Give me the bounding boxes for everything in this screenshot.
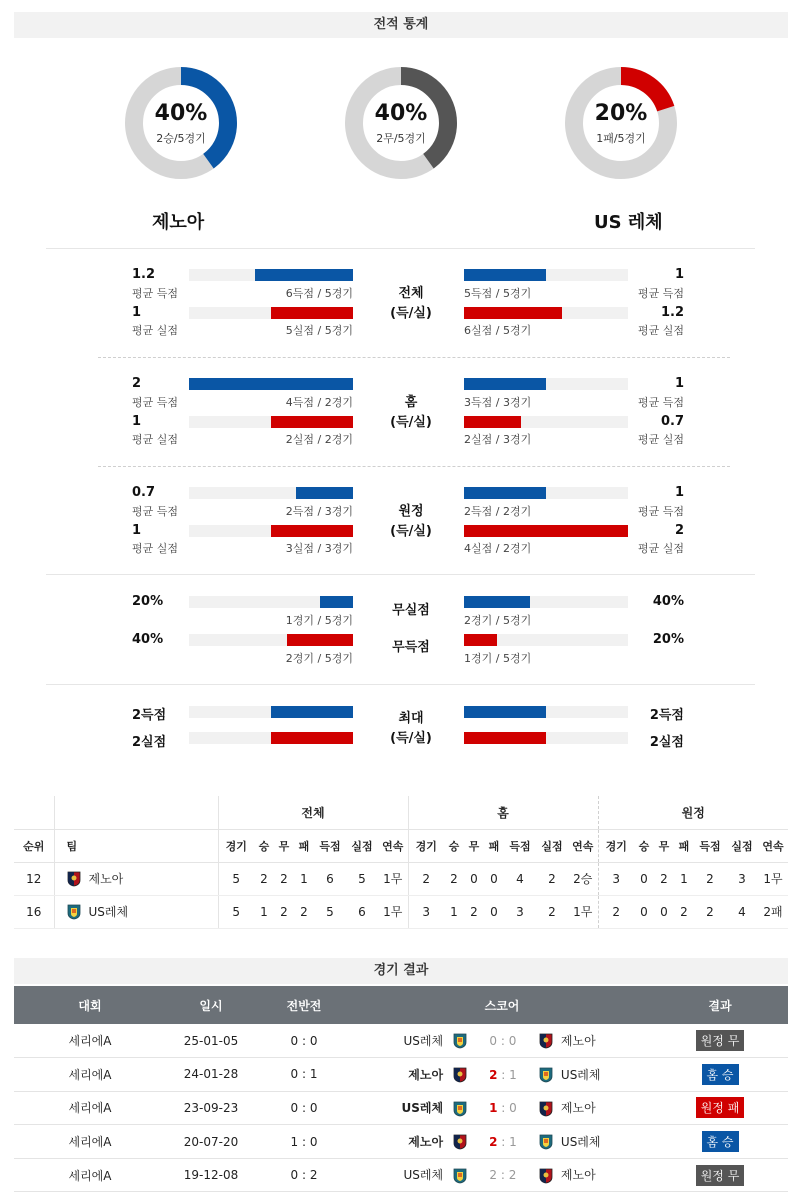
right-value: 0.7 — [660, 414, 684, 429]
score-cell — [352, 1158, 652, 1192]
clean-sheet-label: 무실점 — [392, 603, 430, 618]
stat-cell: 0 — [484, 895, 504, 928]
stat-cell: 1 — [294, 862, 314, 895]
right-bar-track — [464, 596, 628, 608]
section-label-line: (득/실) — [390, 306, 432, 321]
left-bar — [255, 269, 353, 281]
col-header: 득점 — [504, 829, 536, 862]
away-score: 1 — [509, 1067, 517, 1082]
left-caption: 3실점 / 3경기 — [285, 542, 353, 555]
home-team[interactable]: US레체 — [401, 1101, 444, 1116]
left-bar-track — [189, 307, 353, 319]
group-home: 홈 — [408, 796, 598, 829]
stat-cell: 3 — [726, 862, 758, 895]
left-bar-track — [189, 269, 353, 281]
section-label-line: (득/실) — [390, 524, 432, 539]
left-label: 평균 실점 — [132, 324, 179, 337]
half-score: 0 : 1 — [256, 1058, 352, 1092]
left-value: 2실점 — [132, 735, 167, 750]
draw-rate-donut — [345, 67, 457, 179]
right-bar-track — [464, 732, 628, 744]
right-bar — [464, 378, 546, 390]
col-half: 전반전 — [256, 986, 352, 1024]
col-header: 패 — [484, 829, 504, 862]
stat-cell: 2 — [294, 895, 314, 928]
left-bar-track — [189, 634, 353, 646]
right-caption: 2경기 / 5경기 — [464, 614, 532, 627]
left-value: 1 — [132, 305, 142, 320]
left-bar — [271, 732, 353, 744]
left-value: 2 — [132, 376, 142, 391]
stat-cell: 2 — [408, 862, 444, 895]
results-title: 경기 결과 — [14, 958, 788, 984]
left-label: 평균 득점 — [132, 505, 179, 518]
divider — [46, 574, 755, 575]
right-caption: 6실점 / 5경기 — [464, 324, 532, 337]
result-badge: 원정 무 — [696, 1165, 745, 1186]
stat-cell: 5 — [346, 862, 378, 895]
col-header: 패 — [674, 829, 694, 862]
left-bar — [271, 416, 353, 428]
col-header: 승 — [254, 829, 274, 862]
col-header: 경기 — [598, 829, 634, 862]
draw-pct: 40% — [374, 101, 428, 126]
right-value: 2득점 — [649, 708, 684, 723]
right-bar-track — [464, 378, 628, 390]
left-bar — [189, 378, 353, 390]
away-score: 2 — [508, 1168, 517, 1183]
result-cell — [652, 1125, 788, 1159]
right-bar — [464, 416, 521, 428]
right-bar — [464, 634, 497, 646]
stat-cell: 5 — [314, 895, 346, 928]
match-date: 19-12-08 — [166, 1158, 256, 1192]
stat-cell: 0 — [464, 862, 484, 895]
right-bar — [464, 525, 628, 537]
team-crest-icon — [67, 871, 81, 887]
group-away: 원정 — [598, 796, 788, 829]
left-caption: 2경기 / 5경기 — [285, 652, 353, 665]
right-bar — [464, 307, 562, 319]
result-row[interactable] — [14, 1125, 788, 1159]
right-bar — [464, 732, 546, 744]
right-caption: 1경기 / 5경기 — [464, 652, 532, 665]
away-team[interactable]: 제노아 — [560, 1101, 596, 1116]
left-caption: 2득점 / 3경기 — [285, 505, 353, 518]
stat-cell: 2 — [598, 895, 634, 928]
away-crest-icon — [539, 1168, 553, 1184]
col-header: 무 — [274, 829, 294, 862]
final-score: 2 : 1 — [489, 1134, 517, 1149]
stat-cell: 3 — [504, 895, 536, 928]
right-label: 평균 득점 — [637, 396, 684, 409]
right-value: 20% — [652, 632, 684, 647]
stat-cell: 2 — [654, 862, 674, 895]
team-header: 팀 — [54, 829, 218, 862]
right-bar-track — [464, 307, 628, 319]
stat-cell: 2 — [694, 862, 726, 895]
result-row[interactable] — [14, 1058, 788, 1092]
left-bar-track — [189, 596, 353, 608]
section-label-line: 홈 — [404, 395, 418, 410]
right-bar — [464, 487, 546, 499]
home-team[interactable]: 제노아 — [408, 1134, 444, 1149]
col-header: 실점 — [726, 829, 758, 862]
right-bar-track — [464, 487, 628, 499]
left-value: 40% — [132, 632, 164, 647]
rank: 12 — [14, 862, 54, 895]
left-bar — [296, 487, 353, 499]
stat-cell: 3 — [598, 862, 634, 895]
home-score: 2 — [489, 1067, 498, 1082]
right-bar-track — [464, 706, 628, 718]
stat-cell: 1 — [444, 895, 464, 928]
col-result: 결과 — [652, 986, 788, 1024]
stat-cell: 2 — [536, 895, 568, 928]
right-bar-track — [464, 416, 628, 428]
final-score: 0 : 0 — [489, 1033, 517, 1048]
rank: 16 — [14, 895, 54, 928]
col-header: 실점 — [536, 829, 568, 862]
result-cell — [652, 1091, 788, 1125]
stat-cell: 0 — [634, 862, 654, 895]
result-badge: 홈 승 — [702, 1064, 739, 1085]
result-cell — [652, 1058, 788, 1092]
away-crest-icon — [539, 1033, 553, 1049]
stat-cell: 2 — [274, 862, 294, 895]
stat-cell: 2 — [464, 895, 484, 928]
standings-row — [14, 862, 788, 895]
match-date: 24-01-28 — [166, 1058, 256, 1092]
right-caption: 5득점 / 5경기 — [464, 287, 532, 300]
result-badge: 원정 무 — [696, 1030, 745, 1051]
right-label: 평균 득점 — [637, 287, 684, 300]
divider — [98, 357, 730, 358]
home-team-name: 제노아 — [152, 212, 205, 233]
left-caption: 4득점 / 2경기 — [285, 396, 353, 409]
right-caption: 2득점 / 2경기 — [464, 505, 532, 518]
section-label-line: 원정 — [398, 504, 424, 519]
draw-sub: 2무/5경기 — [376, 132, 426, 145]
col-header: 패 — [294, 829, 314, 862]
stat-cell: 0 — [634, 895, 654, 928]
result-row[interactable] — [14, 1024, 788, 1058]
league: 세리에A — [14, 1058, 166, 1092]
left-bar-track — [189, 732, 353, 744]
stat-cell: 1 — [674, 862, 694, 895]
stat-cell: 1무 — [378, 895, 408, 928]
col-date: 일시 — [166, 986, 256, 1024]
col-header: 승 — [444, 829, 464, 862]
win-sub: 2승/5경기 — [156, 132, 206, 145]
stat-cell: 4 — [504, 862, 536, 895]
left-bar-track — [189, 378, 353, 390]
right-label: 평균 실점 — [637, 433, 684, 446]
stat-cell: 6 — [346, 895, 378, 928]
left-value: 1 — [132, 523, 142, 538]
stat-cell: 2 — [254, 862, 274, 895]
col-header: 승 — [634, 829, 654, 862]
section-label-line: (득/실) — [390, 415, 432, 430]
half-score: 0 : 0 — [256, 1091, 352, 1125]
result-cell — [652, 1158, 788, 1192]
right-caption: 3득점 / 3경기 — [464, 396, 532, 409]
win-rate-donut — [125, 67, 237, 179]
away-team[interactable]: 제노아 — [560, 1033, 596, 1048]
team-cell[interactable] — [54, 862, 218, 895]
col-header: 경기 — [218, 829, 254, 862]
standings-table — [14, 796, 788, 929]
stat-cell: 5 — [218, 862, 254, 895]
home-crest-icon — [453, 1134, 467, 1150]
away-score: 0 — [508, 1033, 517, 1048]
score-cell — [352, 1091, 652, 1125]
half-score: 0 : 0 — [256, 1024, 352, 1058]
left-label: 평균 득점 — [132, 287, 179, 300]
home-score: 0 — [489, 1033, 498, 1048]
right-value: 40% — [652, 594, 684, 609]
right-caption: 4실점 / 2경기 — [464, 542, 532, 555]
section-label — [370, 284, 452, 324]
col-header: 연속 — [758, 829, 788, 862]
score-cell — [352, 1125, 652, 1159]
match-date: 23-09-23 — [166, 1091, 256, 1125]
left-bar — [320, 596, 353, 608]
col-header: 연속 — [378, 829, 408, 862]
away-team-name: US 레체 — [594, 212, 663, 233]
right-bar-track — [464, 634, 628, 646]
loss-rate-donut — [565, 67, 677, 179]
league: 세리에A — [14, 1158, 166, 1192]
col-header: 연속 — [568, 829, 598, 862]
away-crest-icon — [539, 1134, 553, 1150]
stat-cell: 2 — [536, 862, 568, 895]
right-bar — [464, 596, 530, 608]
col-header: 득점 — [694, 829, 726, 862]
stat-cell: 1무 — [568, 895, 598, 928]
win-pct: 40% — [154, 101, 208, 126]
col-header: 경기 — [408, 829, 444, 862]
home-score: 2 — [489, 1134, 498, 1149]
result-row[interactable] — [14, 1158, 788, 1192]
stat-cell: 2 — [674, 895, 694, 928]
result-badge: 원정 패 — [696, 1097, 745, 1118]
left-bar — [271, 706, 353, 718]
section-label — [370, 709, 452, 749]
stat-cell: 2 — [694, 895, 726, 928]
divider — [46, 248, 755, 249]
home-crest-icon — [453, 1033, 467, 1049]
stat-cell: 3 — [408, 895, 444, 928]
score-cell — [352, 1024, 652, 1058]
right-value: 1 — [674, 267, 684, 282]
blank-cell — [14, 796, 54, 829]
left-value: 0.7 — [132, 485, 156, 500]
col-header: 실점 — [346, 829, 378, 862]
away-crest-icon — [539, 1101, 553, 1117]
team-crest-icon — [67, 904, 81, 920]
home-score: 2 — [489, 1168, 498, 1183]
right-value: 2실점 — [649, 735, 684, 750]
final-score: 2 : 2 — [489, 1168, 517, 1183]
stat-cell: 2 — [274, 895, 294, 928]
left-value: 2득점 — [132, 708, 167, 723]
left-caption: 5실점 / 5경기 — [285, 324, 353, 337]
right-label: 평균 득점 — [637, 505, 684, 518]
section-label — [370, 393, 452, 433]
section-label — [370, 502, 452, 542]
right-bar — [464, 706, 546, 718]
left-caption: 6득점 / 5경기 — [285, 287, 353, 300]
left-label: 평균 득점 — [132, 396, 179, 409]
home-team[interactable]: 제노아 — [408, 1067, 444, 1082]
right-bar-track — [464, 525, 628, 537]
left-value: 1.2 — [132, 267, 156, 282]
result-cell — [652, 1024, 788, 1058]
left-caption: 1경기 / 5경기 — [285, 614, 353, 627]
stat-cell: 0 — [654, 895, 674, 928]
home-crest-icon — [453, 1168, 467, 1184]
stat-cell: 1무 — [758, 862, 788, 895]
away-team[interactable]: US레체 — [560, 1067, 601, 1082]
league: 세리에A — [14, 1125, 166, 1159]
left-bar — [271, 307, 353, 319]
col-score: 스코어 — [352, 986, 652, 1024]
stat-cell: 2 — [444, 862, 464, 895]
half-score: 1 : 0 — [256, 1125, 352, 1159]
stat-cell: 0 — [484, 862, 504, 895]
left-bar — [287, 634, 353, 646]
stat-cell: 1 — [254, 895, 274, 928]
left-bar — [271, 525, 353, 537]
stat-cell: 2패 — [758, 895, 788, 928]
final-score: 1 : 0 — [489, 1101, 517, 1116]
right-value: 1.2 — [660, 305, 684, 320]
away-crest-icon — [539, 1067, 553, 1083]
league: 세리에A — [14, 1024, 166, 1058]
right-value: 2 — [674, 523, 684, 538]
team-name: US레체 — [88, 904, 129, 919]
league: 세리에A — [14, 1091, 166, 1125]
right-bar — [464, 269, 546, 281]
no-score-label: 무득점 — [392, 640, 430, 655]
team-name: 제노아 — [88, 871, 124, 886]
left-bar-track — [189, 525, 353, 537]
score-cell — [352, 1058, 652, 1092]
right-label: 평균 실점 — [637, 324, 684, 337]
right-value: 1 — [674, 376, 684, 391]
stat-cell: 2승 — [568, 862, 598, 895]
away-score: 0 — [509, 1101, 517, 1116]
stat-cell: 4 — [726, 895, 758, 928]
standings-row — [14, 895, 788, 928]
right-bar-track — [464, 269, 628, 281]
blank-cell — [54, 796, 218, 829]
home-crest-icon — [453, 1067, 467, 1083]
results-table — [14, 986, 788, 1192]
away-score: 1 — [509, 1134, 517, 1149]
left-value: 1 — [132, 414, 142, 429]
stat-cell: 5 — [218, 895, 254, 928]
result-badge: 홈 승 — [702, 1131, 739, 1152]
result-row[interactable] — [14, 1091, 788, 1125]
section-label-line: (득/실) — [390, 731, 432, 746]
half-score: 0 : 2 — [256, 1158, 352, 1192]
right-caption: 2실점 / 3경기 — [464, 433, 532, 446]
home-team[interactable]: US레체 — [403, 1033, 444, 1048]
home-team[interactable]: US레체 — [403, 1168, 444, 1183]
home-score: 1 — [489, 1101, 498, 1116]
section-label-line: 최대 — [398, 711, 424, 726]
group-overall: 전체 — [218, 796, 408, 829]
divider — [46, 684, 755, 685]
left-bar-track — [189, 706, 353, 718]
stat-cell: 1무 — [378, 862, 408, 895]
col-header: 무 — [464, 829, 484, 862]
away-team[interactable]: US레체 — [560, 1134, 601, 1149]
rank-header: 순위 — [14, 829, 54, 862]
col-header: 무 — [654, 829, 674, 862]
stats-title: 전적 통계 — [14, 12, 788, 38]
left-bar-track — [189, 416, 353, 428]
left-label: 평균 실점 — [132, 542, 179, 555]
match-date: 25-01-05 — [166, 1024, 256, 1058]
team-cell[interactable] — [54, 895, 218, 928]
home-crest-icon — [453, 1101, 467, 1117]
right-value: 1 — [674, 485, 684, 500]
divider — [98, 466, 730, 467]
stat-cell: 6 — [314, 862, 346, 895]
away-team[interactable]: 제노아 — [560, 1168, 596, 1183]
final-score: 2 : 1 — [489, 1067, 517, 1082]
left-caption: 2실점 / 2경기 — [285, 433, 353, 446]
col-league: 대회 — [14, 986, 166, 1024]
col-header: 득점 — [314, 829, 346, 862]
match-date: 20-07-20 — [166, 1125, 256, 1159]
left-bar-track — [189, 487, 353, 499]
section-label-line: 전체 — [398, 286, 424, 301]
loss-pct: 20% — [594, 101, 648, 126]
right-label: 평균 실점 — [637, 542, 684, 555]
loss-sub: 1패/5경기 — [596, 132, 646, 145]
left-label: 평균 실점 — [132, 433, 179, 446]
left-value: 20% — [132, 594, 164, 609]
